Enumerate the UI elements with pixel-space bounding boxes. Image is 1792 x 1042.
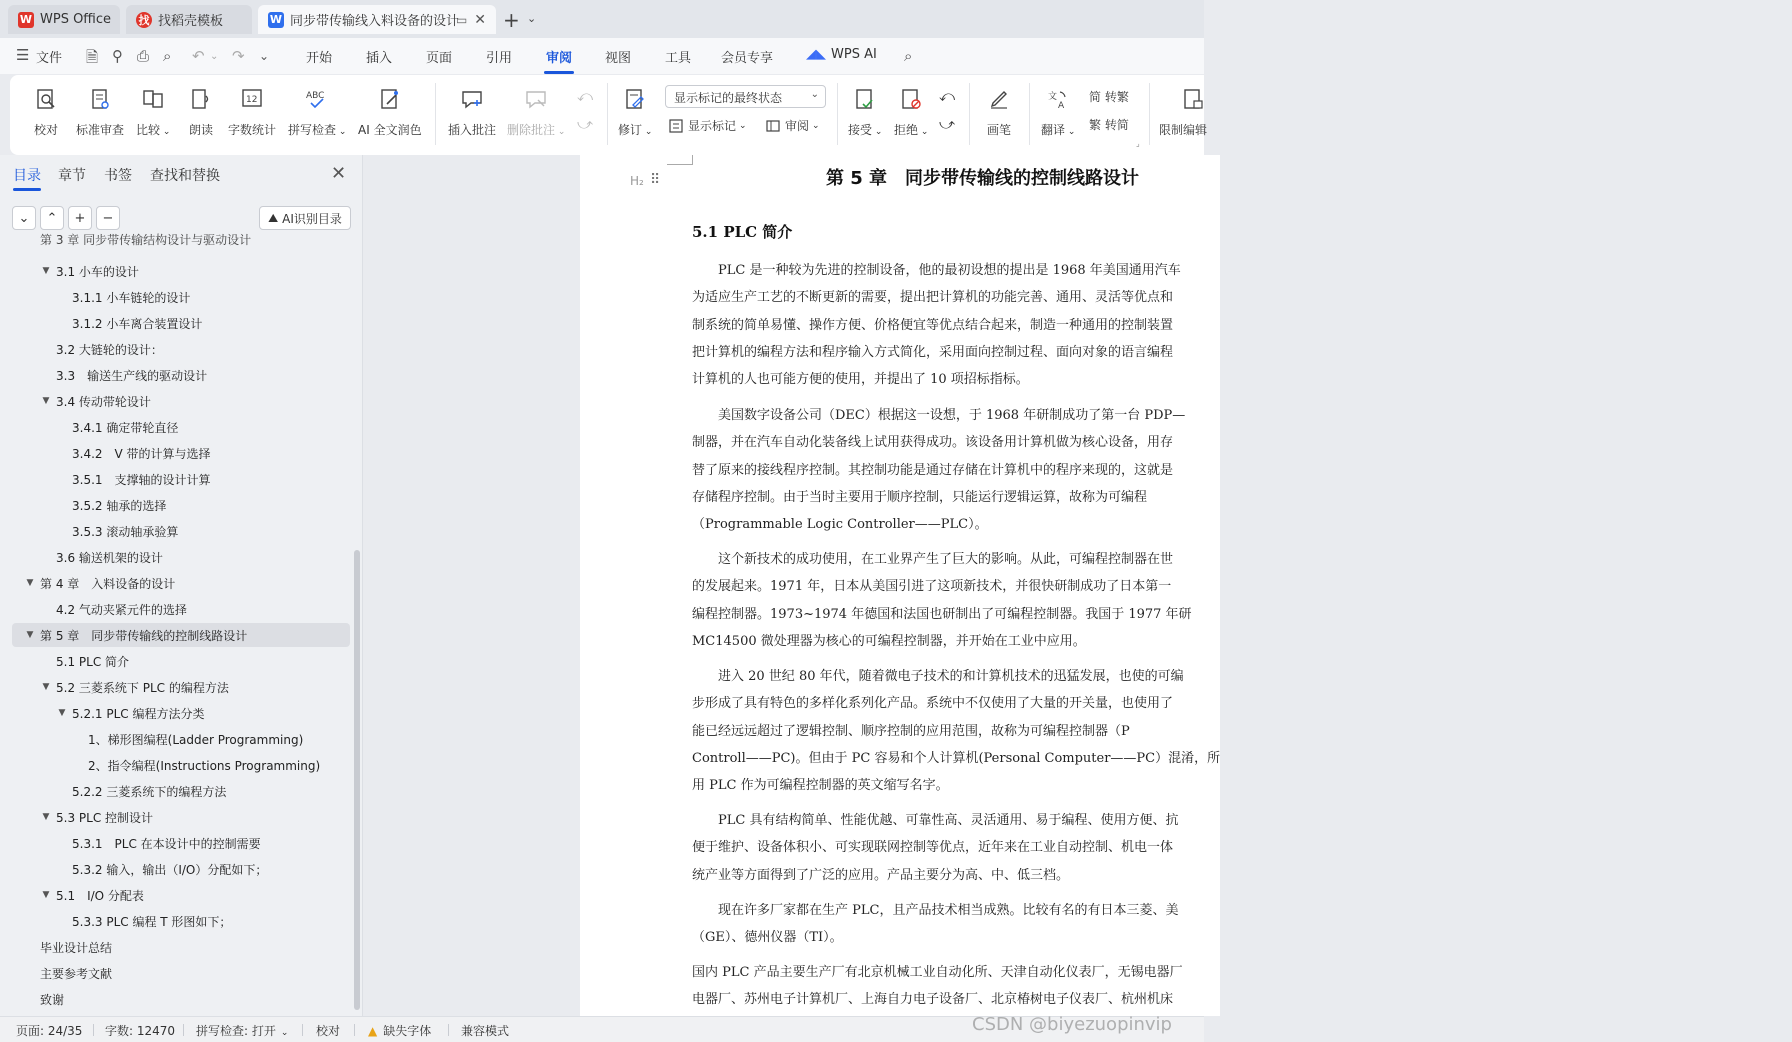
menu-file[interactable]: 文件 — [36, 51, 63, 66]
toc-item-label: 第 4 章 入料设备的设计 — [40, 576, 176, 591]
chevron-down-icon: ⌄ — [872, 127, 883, 137]
text-line: PLC 具有结构简单、性能优越、可靠性高、灵活通用、易于编程、使用方便、抗 — [692, 813, 1179, 828]
docer-logo-icon: 找 — [136, 12, 152, 28]
toc-item[interactable] — [12, 675, 350, 699]
tab-wps-office[interactable] — [8, 5, 120, 34]
body-paragraph — [692, 897, 1792, 952]
toc-item-label: 5.2.1 PLC 编程方法分类 — [72, 706, 205, 721]
text-line: （Programmable Logic Controller——PLC）。 — [692, 517, 988, 533]
toc-item-label: 3.1.2 小车离合装置设计 — [72, 316, 203, 331]
review-pane-button[interactable]: 审阅 ⌄ — [765, 117, 820, 134]
next-revision-icon[interactable]: ⤻ — [939, 115, 956, 133]
next-comment-icon[interactable]: ⤻ — [577, 115, 594, 133]
text-line: 这个新技术的成功使用，在工业界产生了巨大的影响。从此，可编程控制器在世 — [692, 552, 1174, 567]
document-page[interactable] — [580, 155, 1220, 1016]
toc-item-label: 3.6 输送机架的设计 — [56, 550, 163, 565]
chevron-down-icon: ⌄ — [918, 127, 929, 137]
menu-tools[interactable]: 工具 — [665, 51, 692, 66]
document-canvas — [363, 155, 1221, 1016]
compare-button[interactable]: 比较 ⌄ — [136, 83, 170, 149]
toc-item-label: 5.3.3 PLC 编程 T 形图如下； — [72, 914, 232, 929]
restrict-edit-button[interactable]: 限制编辑 — [1159, 83, 1207, 149]
text-line: 制系统的简单易懂、操作方便、价格便宜等优点结合起来，制造一种通用的控制装置 — [692, 317, 1174, 333]
text-line: 进入 20 世纪 80 年代，随着微电子技术的和计算机技术的迅猛发展，也使的可编 — [692, 669, 1184, 684]
hamburger-icon[interactable]: ☰ — [16, 46, 30, 64]
comment-delete-icon — [522, 85, 550, 113]
svg-text:ABC: ABC — [306, 91, 325, 101]
expand-triangle-icon[interactable]: ▼ — [42, 266, 50, 276]
toc-item[interactable] — [12, 909, 350, 933]
body-paragraph — [692, 663, 1792, 799]
close-icon[interactable]: ✕ — [474, 11, 486, 28]
text-line: PLC 是一种较为先进的控制设备，他的最初设想的提出是 1968 年美国通用汽车 — [692, 263, 1181, 278]
missing-font-status[interactable]: ▲ 缺失字体 — [368, 1024, 432, 1038]
ribbon-separator — [607, 83, 608, 145]
pen-icon — [985, 85, 1013, 113]
menu-review[interactable]: 审阅 — [546, 47, 572, 66]
print-icon[interactable]: ⎙ — [137, 47, 150, 65]
status-separator — [354, 1024, 355, 1036]
toc-item[interactable] — [12, 259, 350, 283]
side-tab-find-replace[interactable]: 查找和替换 — [150, 168, 220, 184]
toc-item-label: 3.3 输送生产线的驱动设计 — [56, 368, 208, 383]
toc-item[interactable] — [12, 337, 350, 361]
body-paragraph — [692, 402, 1792, 538]
toc-item[interactable] — [12, 233, 350, 257]
chevron-down-icon: ⌄ — [555, 127, 566, 137]
revise-button[interactable]: 修订 ⌄ — [618, 83, 652, 149]
compat-mode-status: 兼容模式 — [461, 1024, 510, 1038]
show-markup-button[interactable]: 显示标记 ⌄ — [668, 117, 747, 134]
standard-review-button[interactable]: 标准审查 — [76, 83, 124, 149]
expand-group-icon[interactable]: ⌟ — [1136, 139, 1140, 148]
writer-logo-icon: W — [269, 13, 283, 26]
body-paragraph — [692, 959, 1792, 1014]
ai-toc-icon: ⛰ — [268, 210, 279, 225]
toc-item-label: 4.2 气动夹紧元件的选择 — [56, 602, 187, 617]
expand-triangle-icon[interactable]: ▼ — [42, 812, 50, 822]
side-tab-toc[interactable]: 目录 — [13, 165, 41, 185]
toc-item[interactable] — [12, 545, 350, 569]
toc-item-label: 主要参考文献 — [40, 966, 113, 981]
search-icon[interactable]: ⌕ — [904, 47, 913, 65]
text-line: 存储程序控制。由于当时主要用于顺序控制，只能运行逻辑运算，故称为可编程 — [692, 489, 1148, 505]
toc-item[interactable] — [12, 285, 350, 309]
toc-item-label: 3.5.3 滚动轴承验算 — [72, 524, 179, 539]
show-markup-icon — [668, 118, 684, 134]
chevron-down-icon: ⌄ — [280, 1028, 289, 1038]
text-line: （GE）、德州仪器（TI）。 — [692, 930, 843, 946]
toc-item-label: 5.1 I/O 分配表 — [56, 888, 144, 903]
delete-comment-button[interactable]: 删除批注 ⌄ — [507, 83, 565, 149]
chevron-up-icon: ⌃ — [46, 210, 58, 226]
tab-template[interactable] — [126, 5, 252, 34]
expand-triangle-icon[interactable]: ▼ — [58, 708, 66, 718]
menu-reference[interactable]: 引用 — [486, 51, 513, 66]
word-count-button[interactable]: 12 字数统计 — [228, 83, 276, 149]
toc-item[interactable] — [12, 597, 350, 621]
page-corner-mark — [667, 155, 693, 165]
text-line: 步形成了具有特色的多样化系列化产品。系统中不仅使用了大量的开关量，也使用了 — [692, 696, 1174, 712]
ribbon-separator — [435, 83, 436, 145]
status-separator — [448, 1024, 449, 1036]
svg-text:文: 文 — [1048, 92, 1058, 102]
ribbon-separator — [837, 83, 838, 145]
toc-item-label: 3.5.2 轴承的选择 — [72, 498, 167, 513]
text-line: 国内 PLC 产品主要生产厂有北京机械工业自动化所、天津自动化仪表厂，无锡电器厂 — [692, 965, 1183, 980]
previous-comment-icon[interactable]: ⤺ — [577, 87, 594, 105]
wps-logo-icon: W — [19, 13, 33, 26]
toc-item[interactable] — [12, 805, 350, 829]
menu-wps-ai[interactable] — [806, 47, 877, 62]
review-ribbon — [10, 75, 1208, 155]
ribbon-separator — [1149, 83, 1150, 145]
wps-ai-label: WPS AI — [831, 47, 877, 62]
text-line: 现在许多厂家都在生产 PLC，且产品技术相当成熟。比较有名的有日本三菱、美 — [692, 903, 1179, 918]
toc-item-label: 5.3 PLC 控制设计 — [56, 810, 154, 825]
plus-icon: + — [74, 210, 86, 226]
text-line: 能已经远远超过了逻辑控制、顺序控制的应用范围，故称为可编程控制器（P — [692, 723, 1130, 739]
chevron-down-icon: ⌄ — [812, 120, 820, 131]
toc-item[interactable] — [12, 857, 350, 881]
translate-button[interactable]: 文 A 翻译 ⌄ — [1041, 83, 1075, 149]
expand-triangle-icon[interactable]: ▼ — [26, 630, 34, 640]
watermark-text: CSDN @biyezuopinvip — [972, 1014, 1172, 1035]
tab-document[interactable] — [258, 5, 496, 34]
chevron-down-icon: ⌄ — [18, 210, 30, 226]
expand-triangle-icon[interactable]: ▼ — [42, 682, 50, 692]
share-icon[interactable]: ⚲ — [112, 47, 123, 65]
insert-comment-button[interactable]: 插入批注 — [448, 83, 496, 149]
chevron-down-icon: ⌄ — [810, 89, 819, 100]
reject-button[interactable]: 拒绝 ⌄ — [894, 83, 928, 149]
read-aloud-icon — [187, 85, 215, 113]
ai-toc-button[interactable]: ⛰ AI识别目录 — [259, 206, 351, 230]
section-heading: 5.1 PLC 简介 — [692, 223, 793, 241]
accept-button[interactable]: 接受 ⌄ — [848, 83, 882, 149]
toc-item[interactable] — [12, 311, 350, 335]
proof-status[interactable]: 校对 — [316, 1024, 341, 1038]
side-tab-bookmarks[interactable]: 书签 — [104, 168, 132, 184]
menu-page[interactable]: 页面 — [426, 51, 453, 66]
expand-triangle-icon[interactable]: ▼ — [42, 890, 50, 900]
spell-check-icon — [303, 85, 331, 113]
accept-icon — [851, 85, 879, 113]
collapse-all-button[interactable] — [12, 206, 36, 230]
expand-triangle-icon[interactable]: ▼ — [26, 578, 34, 588]
toc-list — [12, 232, 352, 1016]
chevron-down-icon: ⌄ — [1065, 127, 1076, 137]
add-heading-button[interactable] — [68, 206, 92, 230]
toc-item-label: 3.4.1 确定带轮直径 — [72, 420, 179, 435]
translate-icon — [1044, 85, 1072, 113]
toc-item-label: 5.3.2 输入，输出（I/O）分配如下； — [72, 862, 268, 877]
restrict-edit-icon — [1179, 85, 1207, 113]
tab-label: 找稻壳模板 — [158, 14, 224, 29]
review-pane-icon — [765, 118, 781, 134]
revise-icon — [621, 85, 649, 113]
redo-icon[interactable]: ↷ — [232, 47, 245, 65]
monitor-icon[interactable]: ▭ — [456, 12, 468, 27]
expand-triangle-icon[interactable]: ▼ — [42, 396, 50, 406]
ai-polish-icon — [376, 85, 404, 113]
chevron-down-icon: ⌄ — [336, 127, 347, 137]
spell-check-button[interactable]: ABC 拼写检查 ⌄ — [288, 83, 346, 149]
toc-item-label: 5.1 PLC 简介 — [56, 654, 130, 669]
text-line: 替了原来的接线程序控制。其控制功能是通过存储在计算机中的程序来现的，这就是 — [692, 462, 1174, 478]
text-line: 的发展起来。1971 年，日本从美国引进了这项新技术，并很快研制成功了日本第一 — [692, 579, 1172, 595]
text-line: 编程控制器。1973~1974 年德国和法国也研制出了可编程控制器。我国于 1977 年研 — [692, 606, 1192, 622]
heading-level-marker: H₂ — [630, 174, 644, 188]
page-indicator[interactable]: 页面: 24/35 — [16, 1024, 83, 1038]
more-chevron-icon[interactable]: ⌄ — [259, 49, 270, 63]
to-simplified-button[interactable]: 繁 转简 — [1089, 118, 1129, 132]
new-tab-icon[interactable]: + — [503, 8, 520, 32]
toc-item[interactable] — [12, 883, 350, 907]
word-count-icon — [238, 85, 266, 113]
toc-item-label: 毕业设计总结 — [40, 940, 113, 955]
toc-item[interactable] — [12, 467, 350, 491]
text-line: 电器厂、苏州电子计算机厂、上海自力电子设备厂、北京椿树电子仪表厂、杭州机床 — [692, 992, 1174, 1008]
toc-item-label: 3.2 大链轮的设计： — [56, 342, 163, 357]
sidebar-scrollbar[interactable] — [354, 550, 360, 1010]
toc-item[interactable] — [12, 935, 350, 959]
toc-item-label: 第 3 章 同步带传输结构设计与驱动设计 — [40, 232, 252, 247]
compare-icon — [139, 85, 167, 113]
toc-item[interactable] — [12, 961, 350, 985]
toc-item[interactable] — [12, 779, 350, 803]
chevron-down-icon[interactable]: ⌄ — [527, 12, 537, 25]
toc-item[interactable] — [12, 415, 350, 439]
navigation-pane — [0, 155, 363, 1016]
chevron-down-icon[interactable]: ⌄ — [210, 51, 219, 62]
toc-item-label: 1、梯形图编程(Ladder Programming) — [88, 732, 304, 747]
menu-membership[interactable]: 会员专享 — [721, 51, 774, 66]
standard-review-icon — [86, 85, 114, 113]
toc-item-label: 5.2.2 三菱系统下的编程方法 — [72, 784, 227, 799]
comment-add-icon — [458, 85, 486, 113]
text-line: 把计算机的编程方法和程序输入方式简化，采用面向控制过程、面向对象的语言编程 — [692, 344, 1174, 360]
body-paragraph — [692, 546, 1792, 655]
to-traditional-button[interactable]: 简 转繁 — [1089, 90, 1129, 104]
close-icon[interactable]: ✕ — [331, 163, 347, 184]
chapter-title: 第 5 章 同步带传输线的控制线路设计 — [826, 168, 1140, 189]
menu-home[interactable]: 开始 — [306, 51, 333, 66]
toc-item[interactable] — [12, 987, 350, 1011]
toc-item[interactable] — [12, 571, 350, 595]
save-icon[interactable]: 🗎 — [86, 48, 99, 66]
markup-mode-select[interactable]: 显示标记的最终状态 ⌄ — [665, 85, 826, 108]
ribbon-separator — [1029, 83, 1030, 145]
draw-button[interactable]: 画笔 — [985, 83, 1013, 149]
read-aloud-button[interactable]: 朗读 — [187, 83, 215, 149]
toc-item-label: 3.4.2 V 带的计算与选择 — [72, 446, 211, 461]
toc-item-label: 3.1.1 小车链轮的设计 — [72, 290, 191, 305]
text-line: 美国数字设备公司（DEC）根据这一设想，于 1968 年研制成功了第一台 PDP— — [692, 408, 1186, 423]
toc-item[interactable] — [12, 623, 350, 647]
toc-item[interactable] — [12, 831, 350, 855]
tab-label: 同步带传输线入料设备的设计 — [290, 14, 460, 29]
word-count-indicator[interactable]: 字数: 12470 — [105, 1024, 176, 1038]
title-bar — [0, 0, 1204, 38]
toc-item[interactable] — [12, 519, 350, 543]
text-line: Controll——PC)。但由于 PC 容易和个人计算机(Personal Computer——PC）混淆，所 — [692, 750, 1221, 766]
print-preview-icon[interactable]: ⌕ — [163, 47, 172, 65]
proofread-icon — [32, 85, 60, 113]
toc-item[interactable] — [12, 701, 350, 725]
toc-item[interactable] — [12, 389, 350, 413]
drag-handle-icon[interactable]: ⠿ — [650, 172, 661, 188]
svg-text:12: 12 — [246, 95, 258, 105]
toc-item-label: 5.3.1 PLC 在本设计中的控制需要 — [72, 836, 261, 851]
text-line: 统产业等方面得到了广泛的应用。产品主要分为高、中、低三档。 — [692, 867, 1070, 883]
toc-item-label: 致谢 — [40, 992, 65, 1007]
undo-icon[interactable]: ↶ — [192, 47, 205, 65]
expand-up-button[interactable] — [40, 206, 64, 230]
toc-item[interactable] — [12, 753, 350, 777]
text-line: 计算机的人也可能方便的使用，并提出了 10 项招标指标。 — [692, 372, 1029, 388]
wps-ai-icon: ◢◣ — [806, 47, 826, 62]
previous-revision-icon[interactable]: ⤺ — [939, 87, 956, 105]
menu-view[interactable]: 视图 — [605, 51, 632, 66]
remove-heading-button[interactable] — [96, 206, 120, 230]
status-separator — [302, 1024, 303, 1036]
reject-icon — [897, 85, 925, 113]
text-line: MC14500 微处理器为核心的可编程控制器，并开始在工业中应用。 — [692, 633, 1086, 649]
toc-item[interactable] — [12, 441, 350, 465]
toc-item-label: 3.5.1 支撑轴的设计计算 — [72, 472, 211, 487]
toc-item-label: 3.4 传动带轮设计 — [56, 394, 151, 409]
text-line: 用 PLC 作为可编程控制器的英文缩写名字。 — [692, 778, 949, 794]
status-separator — [183, 1024, 184, 1036]
toc-item[interactable] — [12, 493, 350, 517]
chevron-down-icon: ⌄ — [160, 127, 171, 137]
toc-item[interactable] — [12, 649, 350, 673]
chevron-down-icon: ⌄ — [739, 120, 747, 131]
body-paragraph — [692, 257, 1792, 393]
ai-polish-button[interactable]: AI 全文润色 — [358, 83, 422, 149]
svg-text:A: A — [1058, 101, 1065, 111]
menu-insert[interactable]: 插入 — [366, 51, 393, 66]
toc-item-label: 2、指令编程(Instructions Programming) — [88, 758, 321, 773]
toc-item-label: 5.2 三菱系统下 PLC 的编程方法 — [56, 680, 229, 695]
text-line: 制器，并在汽车自动化装备线上试用获得成功。该设备用计算机做为核心设备，用存 — [692, 435, 1174, 451]
warning-icon: ▲ — [368, 1024, 378, 1038]
toc-item-label: 3.1 小车的设计 — [56, 264, 139, 279]
toc-item[interactable] — [12, 363, 350, 387]
text-line: 便于维护、设备体积小、可实现联网控制等优点，近年来在工业自动控制、机电一体 — [692, 840, 1174, 856]
body-paragraph — [692, 807, 1792, 889]
toc-item[interactable] — [12, 727, 350, 751]
toc-item-label: 第 5 章 同步带传输线的控制线路设计 — [40, 628, 248, 643]
proofread-button[interactable]: 校对 — [32, 83, 60, 149]
text-line: 为适应生产工艺的不断更新的需要，提出把计算机的功能完善、通用、灵活等优点和 — [692, 290, 1174, 306]
side-tab-chapters[interactable]: 章节 — [58, 168, 86, 184]
menu-bar — [0, 38, 1204, 74]
minus-icon: − — [102, 210, 114, 226]
chevron-down-icon: ⌄ — [642, 127, 653, 137]
ribbon-separator — [969, 83, 970, 145]
status-separator — [93, 1024, 94, 1036]
spell-check-status[interactable]: 拼写检查: 打开 ⌄ — [196, 1024, 289, 1038]
tab-label: WPS Office — [40, 12, 112, 27]
